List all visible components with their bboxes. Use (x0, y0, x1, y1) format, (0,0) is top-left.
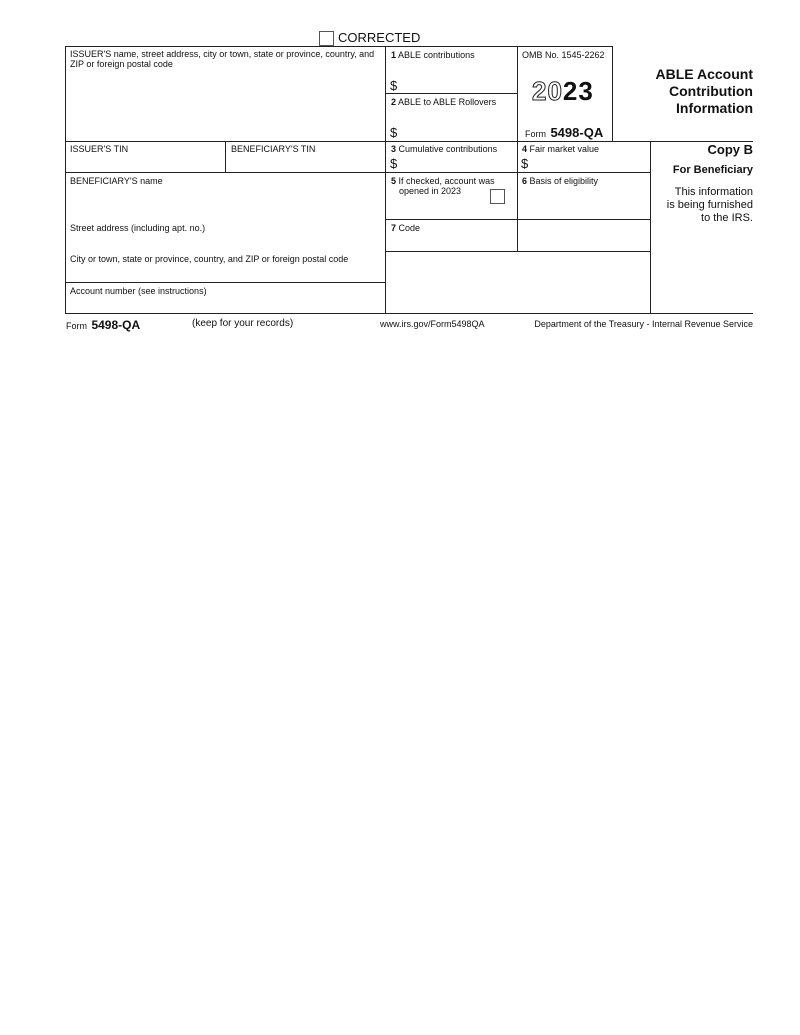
rule-account (65, 282, 385, 283)
tax-year-bold: 23 (562, 76, 594, 106)
omb-number: OMB No. 1545-2262 (522, 50, 605, 60)
issuer-tin-input[interactable] (66, 156, 224, 171)
box5-checkbox[interactable] (490, 189, 505, 204)
rule-issuer-boxes (385, 46, 386, 313)
street-address-input[interactable] (66, 235, 384, 251)
box1-dollar-sign: $ (390, 78, 398, 93)
box2-dollar-sign: $ (390, 125, 398, 140)
corrected-checkbox[interactable] (319, 31, 334, 46)
street-address-label: Street address (including apt. no.) (70, 223, 206, 233)
furnish-line-2: is being furnished (666, 199, 753, 211)
form-title-line-1: ABLE Account (655, 66, 753, 82)
box4-number: 4 (522, 144, 528, 154)
box6-number: 6 (522, 176, 528, 186)
city-label: City or town, state or province, country, and ZIP or foreign postal code (70, 254, 349, 264)
city-input[interactable] (66, 266, 384, 281)
account-number-label: Account number (see instructions) (70, 286, 207, 296)
footer-form-id (66, 316, 140, 334)
corrected-label: CORRECTED (338, 30, 421, 45)
box1-number: 1 (391, 50, 397, 60)
box4-label (522, 144, 599, 154)
rule-copy-left (650, 141, 651, 313)
furnish-notice (667, 186, 753, 225)
box6-input[interactable] (518, 188, 649, 218)
box2-label (391, 97, 496, 107)
box1-label (391, 50, 475, 60)
box5-text-2: opened in 2023 (399, 186, 462, 196)
beneficiary-tin-input[interactable] (226, 156, 384, 171)
box3-label (391, 144, 497, 154)
beneficiary-name-label: BENEFICIARY'S name (70, 176, 163, 186)
furnish-line-3: to the IRS. (701, 212, 753, 224)
issuer-name-label: ISSUER'S name, street address, city or town, state or province, country, and ZIP or foreign postal code (70, 49, 375, 69)
form-title-line-3: Information (676, 100, 753, 116)
box3-dollar-sign: $ (390, 156, 398, 171)
furnish-line-1: This information (674, 186, 753, 198)
box4-text: Fair market value (529, 144, 600, 154)
box2-text: ABLE to ABLE Rollovers (398, 97, 497, 107)
box7-text: Code (398, 223, 421, 233)
box1-amount-input[interactable] (400, 76, 515, 92)
box2-number: 2 (391, 97, 397, 107)
box6-label (522, 176, 598, 186)
box6-text: Basis of eligibility (529, 176, 599, 186)
form-id-top (525, 124, 603, 142)
box7-number: 7 (391, 223, 397, 233)
box5-label (391, 176, 495, 196)
beneficiary-tin-label: BENEFICIARY'S TIN (231, 144, 316, 154)
for-beneficiary: For Beneficiary (672, 164, 753, 176)
form-top-border (65, 46, 612, 47)
box5-text-1: If checked, account was (398, 176, 495, 186)
box3-amount-input[interactable] (400, 155, 515, 171)
rule-row5 (385, 251, 650, 252)
rule-omb-left (517, 46, 518, 251)
box5-number: 5 (391, 176, 397, 186)
box2-amount-input[interactable] (400, 123, 515, 139)
footer-keep: (keep for your records) (192, 318, 294, 329)
box3-number: 3 (391, 144, 397, 154)
box3-text: Cumulative contributions (398, 144, 498, 154)
box4-dollar-sign: $ (521, 156, 529, 171)
beneficiary-name-input[interactable] (66, 188, 384, 218)
form-title-line-2: Contribution (669, 83, 753, 99)
rule-omb-right (612, 46, 613, 141)
box7-label (391, 223, 420, 233)
footer-department: Department of the Treasury - Internal Revenue Service (534, 319, 753, 329)
box4-amount-input[interactable] (531, 155, 648, 171)
issuer-tin-label: ISSUER'S TIN (70, 144, 129, 154)
box7-input[interactable] (386, 235, 517, 250)
footer-form-word: Form (66, 321, 87, 331)
footer-url: www.irs.gov/Form5498QA (380, 319, 485, 329)
form-bottom-border (65, 313, 753, 314)
rule-box1-box2 (385, 93, 518, 94)
tax-year-outline: 20 (532, 76, 563, 106)
issuer-name-input[interactable] (66, 72, 384, 140)
form-word-top: Form (525, 129, 546, 139)
tax-year (532, 76, 594, 107)
copy-label: Copy B (707, 142, 753, 157)
account-number-input[interactable] (66, 298, 384, 312)
footer-form-number: 5498-QA (91, 318, 141, 332)
box1-text: ABLE contributions (398, 50, 475, 60)
form-number-top: 5498-QA (550, 125, 604, 140)
rule-row3 (65, 172, 650, 173)
form-title (656, 66, 753, 117)
